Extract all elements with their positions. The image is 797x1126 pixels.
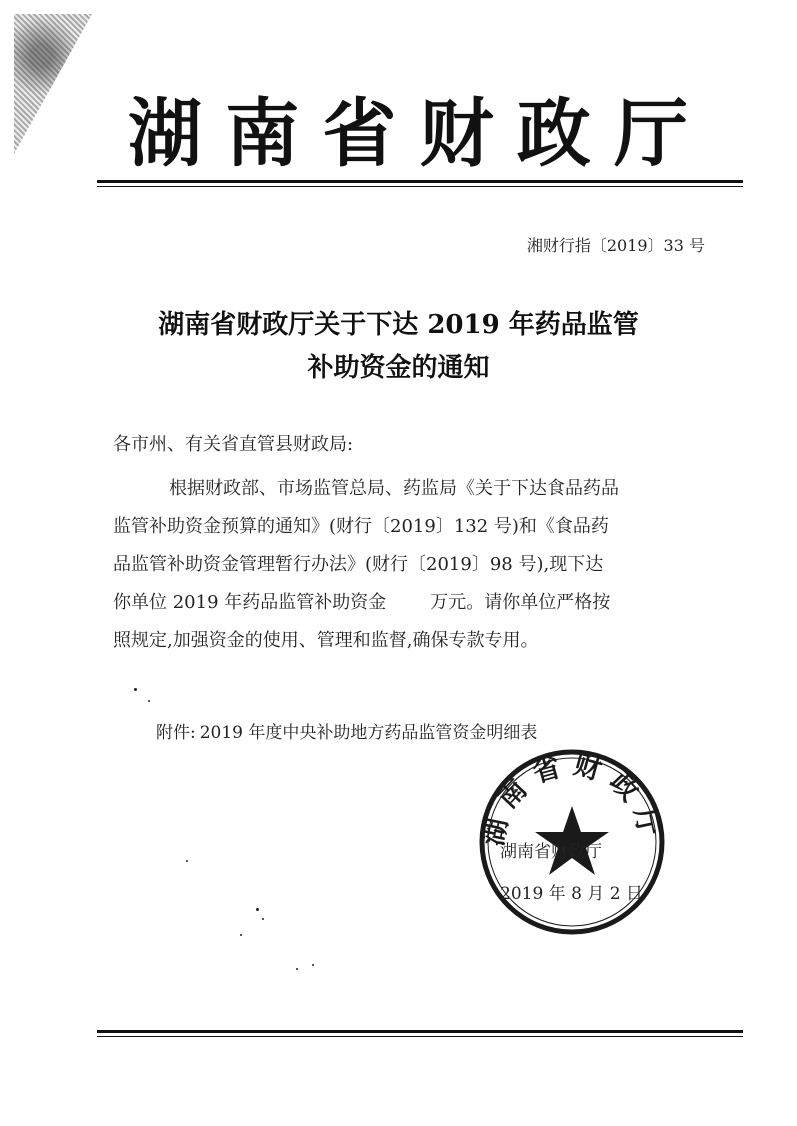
body-line-4-end: 万元。请你单位严格按 [430,592,611,613]
document-title-line-1: 湖南省财政厅关于下达 2019 年药品监管 [158,310,639,340]
seal-text: 湖南省财政厅 [478,749,666,849]
header-divider-thin [97,186,743,187]
signature-organization: 湖南省财政厅 [500,842,602,862]
body-line-4-start: 你单位 2019 年药品监管补助资金 [113,592,387,613]
letterhead-char: 财 [419,91,494,177]
scan-speck [240,934,242,936]
scan-speck [262,918,264,920]
attachment-line [156,718,537,743]
document-title-line-2: 补助资金的通知 [307,353,490,383]
attachment-text: 2019 年度中央补助地方药品监管资金明细表 [199,723,538,743]
body-line-5: 照规定,加强资金的使用、管理和监督,确保专款专用。 [113,630,539,651]
scan-speck [312,964,314,966]
document-number: 湘财行指〔2019〕33 号 [526,236,705,255]
body-line-4 [113,584,713,622]
body-line-1: 根据财政部、市场监管总局、药监局《关于下达食品药品 [169,478,619,499]
footer-divider [97,1030,743,1033]
scan-speck [148,700,150,702]
scan-speck [296,968,298,970]
agency-letterhead [128,80,688,176]
footer-divider-thin [97,1036,743,1037]
signature-date: 2019 年 8 月 2 日 [500,884,643,904]
scan-smudge [14,14,92,154]
scan-speck [134,688,137,691]
scan-speck [186,860,188,862]
body-line-2: 监管补助资金预算的通知》(财行〔2019〕132 号)和《食品药 [113,516,609,537]
letterhead-char: 政 [516,91,591,177]
letterhead-char: 省 [322,91,397,177]
scan-speck [256,908,259,911]
header-divider [97,180,743,183]
letterhead-char: 厅 [613,91,688,177]
body-line-3: 品监管补助资金管理暂行办法》(财行〔2019〕98 号),现下达 [113,554,604,575]
attachment-label: 附件: [156,723,196,743]
body-paragraph [113,470,713,660]
salutation: 各市州、有关省直管县财政局: [113,434,354,455]
letterhead-char: 南 [225,91,300,177]
letterhead-char: 湖 [128,91,202,177]
